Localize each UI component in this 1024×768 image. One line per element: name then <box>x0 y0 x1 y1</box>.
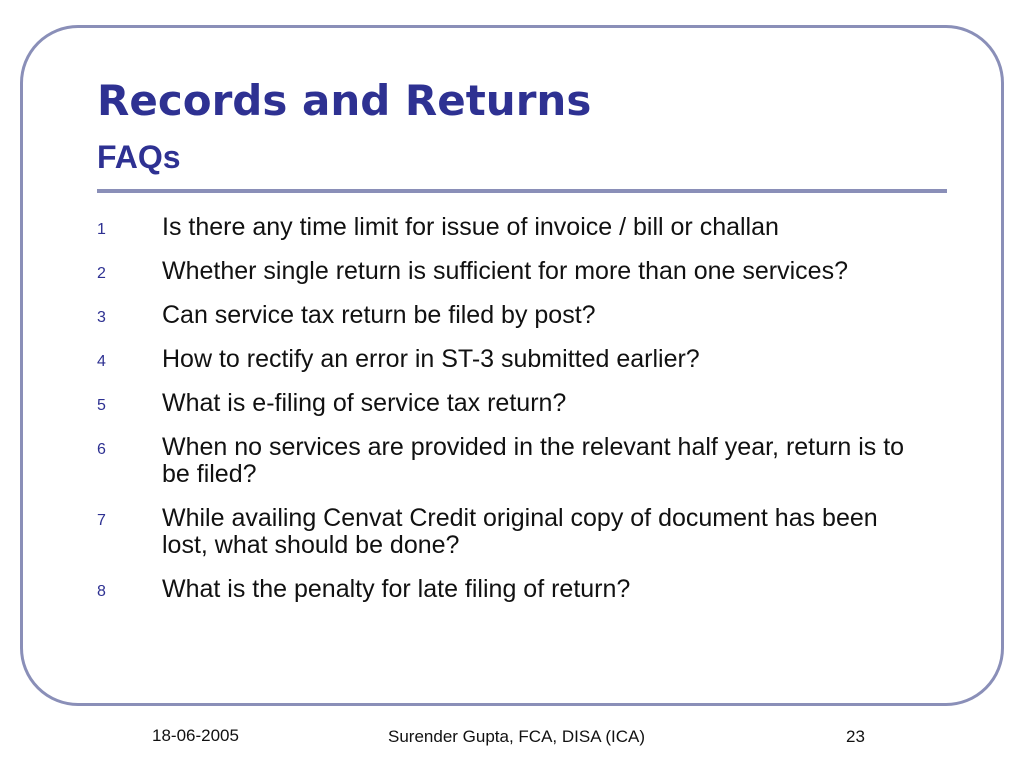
list-item-number: 2 <box>97 265 106 282</box>
footer-author: Surender Gupta, FCA, DISA (ICA) <box>388 727 645 746</box>
title-divider <box>97 189 947 193</box>
list-item <box>97 434 917 488</box>
list-item <box>97 576 917 603</box>
list-item <box>97 258 917 285</box>
faq-list <box>97 214 917 620</box>
list-item-number: 6 <box>97 441 106 458</box>
list-item-number: 4 <box>97 353 106 370</box>
slide-title: Records and Returns <box>97 76 592 125</box>
list-item-text: Is there any time limit for issue of invoice / bill or challan <box>162 213 779 241</box>
list-item-text: What is the penalty for late filing of return? <box>162 575 631 603</box>
list-item <box>97 302 917 329</box>
slide-subtitle: FAQs <box>97 139 181 175</box>
list-item-number: 3 <box>97 309 106 326</box>
list-item-text: How to rectify an error in ST-3 submitted earlier? <box>162 345 700 373</box>
list-item-text: Can service tax return be filed by post? <box>162 301 596 329</box>
footer-page-number: 23 <box>846 727 865 746</box>
footer-date: 18-06-2005 <box>152 726 239 745</box>
list-item-number: 8 <box>97 583 106 600</box>
list-item-text: Whether single return is sufficient for more than one services? <box>162 257 848 285</box>
list-item-text: While availing Cenvat Credit original copy of document has been lost, what should be done? <box>162 504 878 559</box>
list-item-text: What is e-filing of service tax return? <box>162 389 567 417</box>
list-item <box>97 390 917 417</box>
list-item <box>97 214 917 241</box>
list-item <box>97 505 917 559</box>
list-item-number: 1 <box>97 221 106 238</box>
list-item-number: 7 <box>97 512 106 529</box>
list-item <box>97 346 917 373</box>
list-item-text: When no services are provided in the relevant half year, return is to be filed? <box>162 433 905 488</box>
list-item-number: 5 <box>97 397 106 414</box>
